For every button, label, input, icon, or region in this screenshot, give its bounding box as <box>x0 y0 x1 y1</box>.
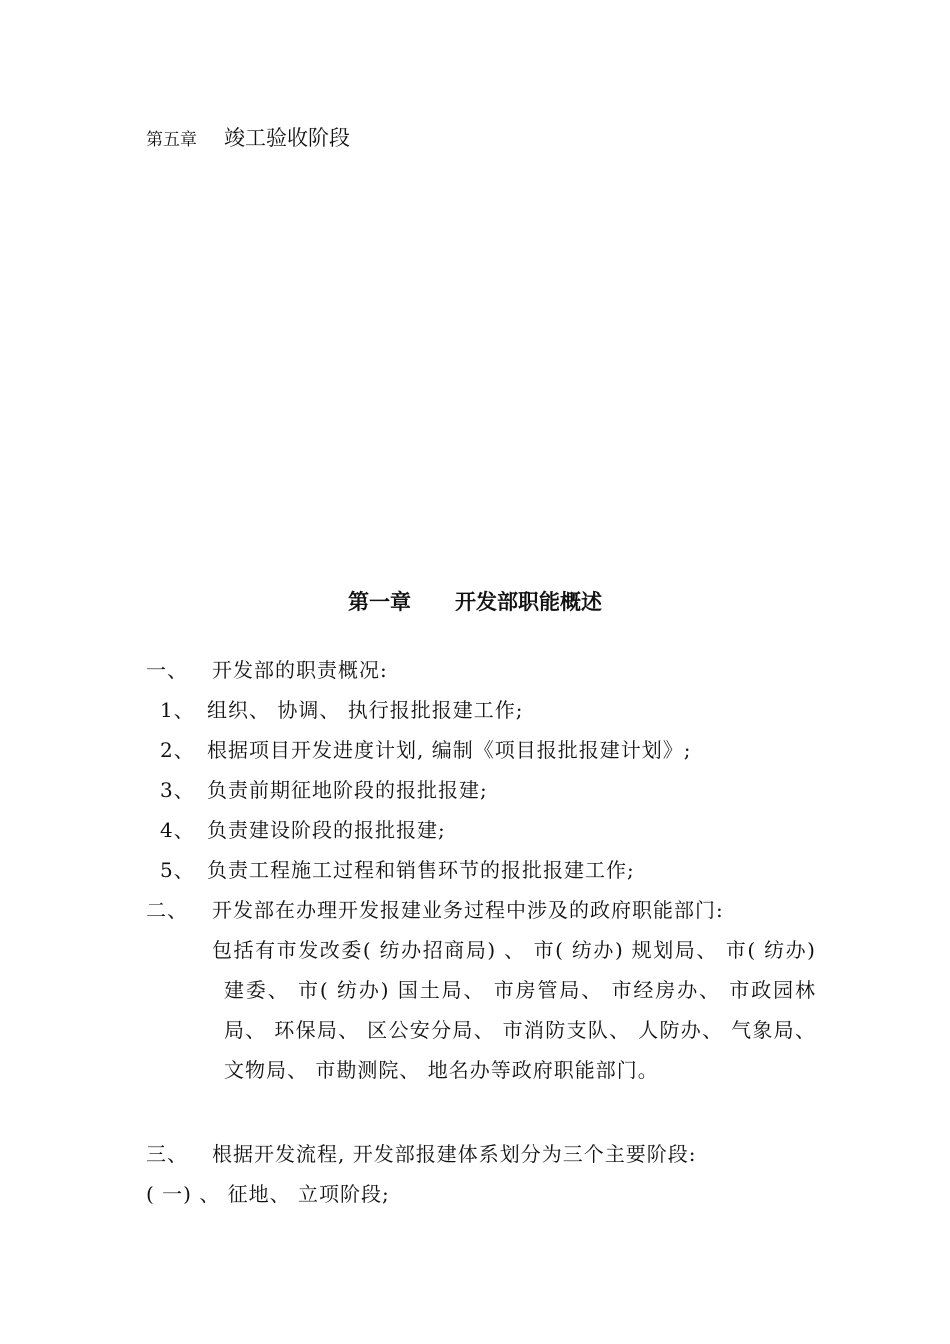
chapter-label: 第一章 <box>348 589 411 614</box>
subsection-1-heading: ( 一) 、 征地、 立项阶段; <box>146 1182 390 1206</box>
list-item-text: 负责建设阶段的报批报建; <box>207 818 446 842</box>
chapter-heading <box>0 586 950 616</box>
list-item-text: 根据项目开发进度计划, 编制《项目报批报建计划》; <box>207 738 692 762</box>
toc-chapter-title: 竣工验收阶段 <box>224 126 350 150</box>
list-item-text: 负责前期征地阶段的报批报建; <box>207 778 488 802</box>
list-item-number: 5、 <box>160 858 195 882</box>
section-3-title: 根据开发流程, 开发部报建体系划分为三个主要阶段: <box>212 1142 697 1166</box>
section-3-number: 三、 <box>146 1142 188 1166</box>
list-item-text: 负责工程施工过程和销售环节的报批报建工作; <box>207 858 635 882</box>
list-item-number: 1、 <box>160 698 195 722</box>
toc-chapter-label: 第五章 <box>146 130 197 150</box>
government-departments-paragraph: 包括有市发改委( 纺办招商局) 、 市( 纺办) 规划局、 市( 纺办) 建委、 市( 纺办) 国土局、 市房管局、 市经房办、 市政园林局、 环保局、 区公安分局、 市消防支队、 人防办、 气象局、 文物局、 市勘测院、 地名办等政府职能部门。 <box>212 938 816 1082</box>
section-1-title: 开发部的职责概况: <box>212 658 388 682</box>
list-item-number: 2、 <box>160 738 195 762</box>
chapter-title: 开发部职能概述 <box>455 589 602 614</box>
section-1-number: 一、 <box>146 658 188 682</box>
section-2-number: 二、 <box>146 898 188 922</box>
list-item-number: 4、 <box>160 818 195 842</box>
section-2-title: 开发部在办理开发报建业务过程中涉及的政府职能部门: <box>212 898 724 922</box>
list-item-number: 3、 <box>160 778 195 802</box>
list-item-text: 组织、 协调、 执行报批报建工作; <box>207 698 524 722</box>
